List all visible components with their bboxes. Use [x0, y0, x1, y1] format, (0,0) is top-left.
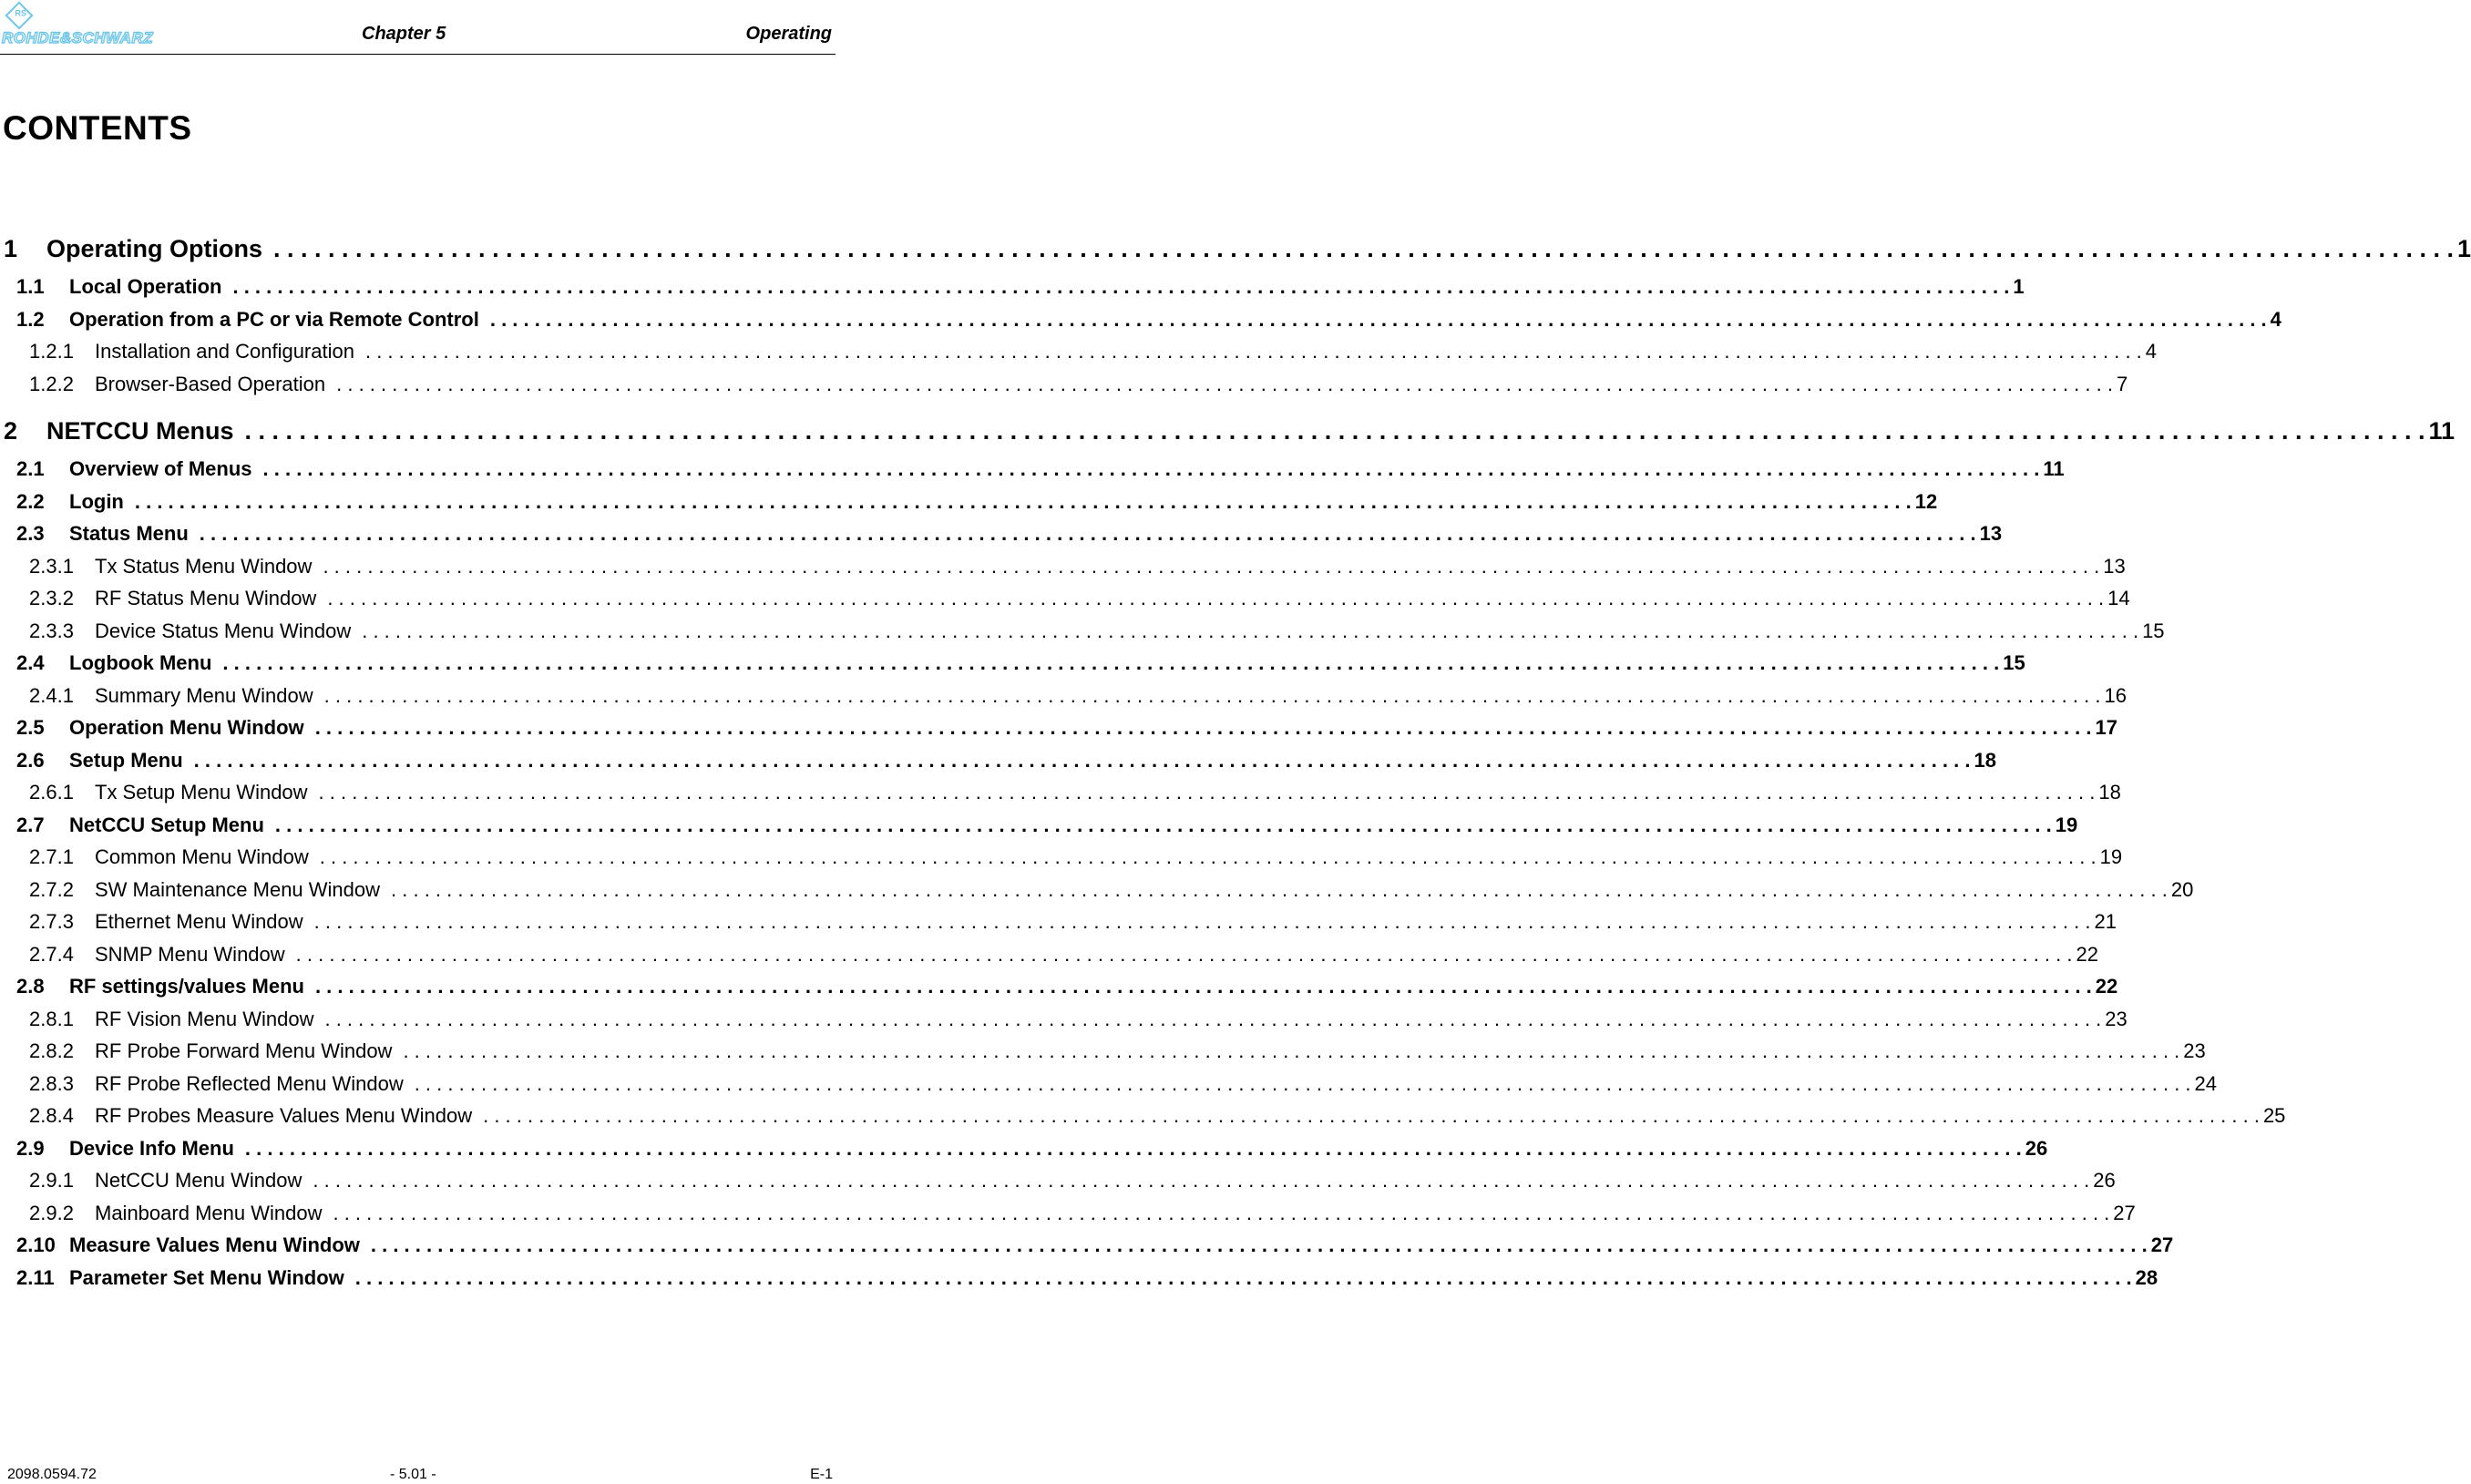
- toc-entry-title: RF Vision Menu Window: [95, 1007, 314, 1030]
- toc-entry-page: 19: [2099, 845, 2123, 868]
- toc-entry-title: RF Status Menu Window: [95, 587, 317, 609]
- toc-entry-page: 26: [2025, 1136, 2048, 1160]
- toc-leader-dots: . . . . . . . . . . . . . . . . . . . . . . . . . . . . . . . . . . . . . . . . . . . . . . . . . . . . . . . . . . . . . . . . . . . . . . . . . . . . . . . . . . . . . . . . . . . . . . . . . . . . . . . . . . . . . . . . . . . . . . . . . . . . . . . . . . . . . . . . . . . . . . . . . . . . . . . . . . . . . . . .: [319, 845, 2097, 868]
- toc-leader-dots: . . . . . . . . . . . . . . . . . . . . . . . . . . . . . . . . . . . . . . . . . . . . . . . . . . . . . . . . . . . . . . . . . . . . . . . . . . . . . . . . . . . . . . . . . . . . . . . . . . . . . . . . . . . . . . . . . . . . . . . . . . . . . . . . . . . . . . . . . . . . . . . . . . . . . . . . . . . . . . . .: [244, 417, 2425, 445]
- toc-entry-title: Tx Status Menu Window: [95, 554, 313, 578]
- toc-entry-number: 1.2: [16, 307, 45, 331]
- toc-entry-title: Setup Menu: [69, 748, 183, 772]
- toc-entry-page: 18: [1974, 748, 1996, 772]
- toc-entry-title: Summary Menu Window: [95, 683, 313, 707]
- toc-leader-dots: . . . . . . . . . . . . . . . . . . . . . . . . . . . . . . . . . . . . . . . . . . . . . . . . . . . . . . . . . . . . . . . . . . . . . . . . . . . . . . . . . . . . . . . . . . . . . . . . . . . . . . . . . . . . . . . . . . . . . . . . . . . . . . . . . . . . . . . . . . . . . . . . . . . . . . . . . . . . . . . .: [314, 716, 2092, 739]
- toc-entry-number: 1.1: [16, 275, 45, 298]
- toc-leader-dots: . . . . . . . . . . . . . . . . . . . . . . . . . . . . . . . . . . . . . . . . . . . . . . . . . . . . . . . . . . . . . . . . . . . . . . . . . . . . . . . . . . . . . . . . . . . . . . . . . . . . . . . . . . . . . . . . . . . . . . . . . . . . . . . . . . . . . . . . . . . . . . . . . . . . . . . . . . . . . . . .: [324, 1007, 2102, 1030]
- toc-leader-dots: . . . . . . . . . . . . . . . . . . . . . . . . . . . . . . . . . . . . . . . . . . . . . . . . . . . . . . . . . . . . . . . . . . . . . . . . . . . . . . . . . . . . . . . . . . . . . . . . . . . . . . . . . . . . . . . . . . . . . . . . . . . . . . . . . . . . . . . . . . . . . . . . . . . . . . . . . . . . . . . .: [403, 1039, 2180, 1062]
- toc-entry-page: 11: [2043, 457, 2065, 480]
- toc-entry[interactable]: [0, 683, 2127, 717]
- toc-entry[interactable]: [0, 417, 2456, 454]
- toc-entry[interactable]: [0, 1136, 2048, 1170]
- toc-leader-dots: . . . . . . . . . . . . . . . . . . . . . . . . . . . . . . . . . . . . . . . . . . . . . . . . . . . . . . . . . . . . . . . . . . . . . . . . . . . . . . . . . . . . . . . . . . . . . . . . . . . . . . . . . . . . . . . . . . . . . . . . . . . . . . . . . . . . . . . . . . . . . . . . . . . . . . . . . . . . . . . .: [222, 651, 2000, 674]
- toc-entry-page: 13: [2103, 554, 2126, 578]
- toc-entry-title: SNMP Menu Window: [95, 942, 285, 966]
- toc-entry-title: RF Probe Reflected Menu Window: [95, 1071, 404, 1095]
- toc-entry-number: 2.5: [16, 716, 45, 739]
- toc-entry-title: Tx Setup Menu Window: [95, 781, 308, 803]
- toc-entry-page: 19: [2055, 813, 2078, 836]
- toc-entry-number: 2.8: [16, 975, 45, 998]
- toc-entry-number: 2.10: [16, 1233, 56, 1256]
- toc-entry-number: 2.4: [16, 651, 45, 674]
- toc-entry-number: 2.7.4: [29, 942, 74, 966]
- toc-entry-page: 27: [2113, 1201, 2136, 1224]
- toc-entry-title: NetCCU Setup Menu: [69, 813, 264, 836]
- toc-entry[interactable]: [0, 457, 2065, 490]
- toc-entry-number: 2.3.2: [29, 587, 74, 609]
- toc-entry[interactable]: [0, 813, 2078, 846]
- toc-entry-title: Status Menu: [69, 522, 189, 545]
- toc-leader-dots: . . . . . . . . . . . . . . . . . . . . . . . . . . . . . . . . . . . . . . . . . . . . . . . . . . . . . . . . . . . . . . . . . . . . . . . . . . . . . . . . . . . . . . . . . . . . . . . . . . . . . . . . . . . . . . . . . . . . . . . . . . . . . . . . . . . . . . . . . . . . . . . . . . . . . . . . . . . . . . . .: [193, 748, 1971, 772]
- toc-leader-dots: . . . . . . . . . . . . . . . . . . . . . . . . . . . . . . . . . . . . . . . . . . . . . . . . . . . . . . . . . . . . . . . . . . . . . . . . . . . . . . . . . . . . . . . . . . . . . . . . . . . . . . . . . . . . . . . . . . . . . . . . . . . . . . . . . . . . . . . . . . . . . . . . . . . . . . . . . . . . . . . .: [327, 587, 2105, 609]
- toc-entry-title: Installation and Configuration: [95, 340, 354, 363]
- toc-entry-title: Overview of Menus: [69, 457, 252, 480]
- toc-entry-page: 22: [2095, 975, 2118, 998]
- toc-entry-number: 2.7: [16, 813, 45, 836]
- toc-entry[interactable]: [0, 877, 2194, 911]
- toc-entry[interactable]: [0, 748, 1996, 782]
- toc-leader-dots: . . . . . . . . . . . . . . . . . . . . . . . . . . . . . . . . . . . . . . . . . . . . . . . . . . . . . . . . . . . . . . . . . . . . . . . . . . . . . . . . . . . . . . . . . . . . . . . . . . . . . . . . . . . . . . . . . . . . . . . . . . . . . . . . . . . . . . . . . . . . . . . . . . . . . . . . . . . . . . . .: [244, 1136, 2022, 1160]
- toc-entry-page: 28: [2135, 1265, 2158, 1289]
- toc-leader-dots: . . . . . . . . . . . . . . . . . . . . . . . . . . . . . . . . . . . . . . . . . . . . . . . . . . . . . . . . . . . . . . . . . . . . . . . . . . . . . . . . . . . . . . . . . . . . . . . . . . . . . . . . . . . . . . . . . . . . . . . . . . . . . . . . . . . . . . . . . . . . . . . . . . . . . . . . . . . . . . . .: [391, 877, 2168, 901]
- toc-entry-number: 2.8.2: [29, 1039, 74, 1062]
- toc-entry-title: NetCCU Menu Window: [95, 1169, 302, 1192]
- toc-entry[interactable]: [0, 716, 2117, 749]
- toc-leader-dots: . . . . . . . . . . . . . . . . . . . . . . . . . . . . . . . . . . . . . . . . . . . . . . . . . . . . . . . . . . . . . . . . . . . . . . . . . . . . . . . . . . . . . . . . . . . . . . . . . . . . . . . . . . . . . . . . . . . . . . . . . . . . . . . . . . . . . . . . . . . . . . . . . . . . . . . . . . . . . . . .: [318, 781, 2096, 803]
- toc-entry[interactable]: [0, 910, 2117, 943]
- toc-entry-page: 18: [2098, 781, 2121, 803]
- toc-entry-title: SW Maintenance Menu Window: [95, 877, 381, 901]
- toc-entry-page: 1: [2456, 235, 2471, 262]
- toc-entry-page: 24: [2194, 1071, 2218, 1095]
- toc-entry[interactable]: [0, 1201, 2136, 1234]
- toc-entry-title: NETCCU Menus: [46, 417, 234, 445]
- toc-entry-page: 27: [2150, 1233, 2174, 1256]
- footer-doc-number: 2098.0594.72: [7, 1467, 97, 1482]
- toc-entry[interactable]: [0, 340, 2158, 373]
- toc-entry-number: 2.9: [16, 1136, 45, 1160]
- toc-entry-number: 2.7.1: [29, 845, 74, 868]
- toc-entry-page: 25: [2262, 1104, 2286, 1127]
- toc-entry-page: 13: [1979, 522, 2003, 545]
- toc-entry-page: 22: [2076, 942, 2098, 966]
- toc-leader-dots: . . . . . . . . . . . . . . . . . . . . . . . . . . . . . . . . . . . . . . . . . . . . . . . . . . . . . . . . . . . . . . . . . . . . . . . . . . . . . . . . . . . . . . . . . . . . . . . . . . . . . . . . . . . . . . . . . . . . . . . . . . . . . . . . . . . . . . . . . . . . . . . . . . . . . . . . . . . . . . . .: [295, 942, 2073, 966]
- toc-entry-page: 15: [2142, 619, 2165, 642]
- toc-entry-page: 23: [2105, 1007, 2128, 1030]
- toc-leader-dots: . . . . . . . . . . . . . . . . . . . . . . . . . . . . . . . . . . . . . . . . . . . . . . . . . . . . . . . . . . . . . . . . . . . . . . . . . . . . . . . . . . . . . . . . . . . . . . . . . . . . . . . . . . . . . . . . . . . . . . . . . . . . . . . . . . . . . . . . . . . . . . . . . . . . . . . . . . . . . . . .: [333, 1201, 2110, 1224]
- toc-entry[interactable]: [0, 1233, 2174, 1266]
- toc-entry[interactable]: [0, 1071, 2218, 1105]
- toc-entry-page: 12: [1914, 489, 1938, 513]
- toc-entry-number: 2.1: [16, 457, 45, 480]
- toc-leader-dots: . . . . . . . . . . . . . . . . . . . . . . . . . . . . . . . . . . . . . . . . . . . . . . . . . . . . . . . . . . . . . . . . . . . . . . . . . . . . . . . . . . . . . . . . . . . . . . . . . . . . . . . . . . . . . . . . . . . . . . . . . . . . . . . . . . . . . . . . . . . . . . . . . . . . . . . . . . . . . . . .: [273, 235, 2454, 262]
- footer-section-page: E-1: [810, 1467, 833, 1482]
- toc-leader-dots: . . . . . . . . . . . . . . . . . . . . . . . . . . . . . . . . . . . . . . . . . . . . . . . . . . . . . . . . . . . . . . . . . . . . . . . . . . . . . . . . . . . . . . . . . . . . . . . . . . . . . . . . . . . . . . . . . . . . . . . . . . . . . . . . . . . . . . . . . . . . . . . . . . . . . . . . . . . . . . . .: [336, 372, 2113, 395]
- toc-entry-title: Parameter Set Menu Window: [69, 1265, 344, 1289]
- toc-entry-page: 14: [2107, 587, 2130, 609]
- toc-entry-number: 2.4.1: [29, 683, 74, 707]
- toc-entry-page: 20: [2170, 877, 2194, 901]
- toc-entry-number: 1: [4, 235, 18, 262]
- toc-entry-number: 2.7.2: [29, 877, 74, 901]
- toc-entry[interactable]: [0, 781, 2121, 814]
- toc-leader-dots: . . . . . . . . . . . . . . . . . . . . . . . . . . . . . . . . . . . . . . . . . . . . . . . . . . . . . . . . . . . . . . . . . . . . . . . . . . . . . . . . . . . . . . . . . . . . . . . . . . . . . . . . . . . . . . . . . . . . . . . . . . . . . . . . . . . . . . . . . . . . . . . . . . . . . . . . . . . . . . . .: [313, 910, 2091, 933]
- toc-entry[interactable]: [0, 1039, 2206, 1072]
- toc-leader-dots: . . . . . . . . . . . . . . . . . . . . . . . . . . . . . . . . . . . . . . . . . . . . . . . . . . . . . . . . . . . . . . . . . . . . . . . . . . . . . . . . . . . . . . . . . . . . . . . . . . . . . . . . . . . . . . . . . . . . . . . . . . . . . . . . . . . . . . . . . . . . . . . . . . . . . . . . . . . . . . . .: [489, 307, 2267, 331]
- toc-entry[interactable]: [0, 554, 2126, 588]
- toc-entry-page: 11: [2428, 417, 2456, 445]
- toc-entry-number: 2: [4, 417, 18, 445]
- toc-leader-dots: . . . . . . . . . . . . . . . . . . . . . . . . . . . . . . . . . . . . . . . . . . . . . . . . . . . . . . . . . . . . . . . . . . . . . . . . . . . . . . . . . . . . . . . . . . . . . . . . . . . . . . . . . . . . . . . . . . . . . . . . . . . . . . . . . . . . . . . . . . . . . . . . . . . . . . . . . . . . . . . .: [323, 554, 2100, 578]
- toc-entry-title: Device Info Menu: [69, 1136, 234, 1160]
- toc-leader-dots: . . . . . . . . . . . . . . . . . . . . . . . . . . . . . . . . . . . . . . . . . . . . . . . . . . . . . . . . . . . . . . . . . . . . . . . . . . . . . . . . . . . . . . . . . . . . . . . . . . . . . . . . . . . . . . . . . . . . . . . . . . . . . . . . . . . . . . . . . . . . . . . . . . . . . . . . . . . . . . . .: [414, 1071, 2191, 1095]
- toc-entry-title: Local Operation: [69, 275, 222, 298]
- toc-entry[interactable]: [0, 1169, 2116, 1202]
- toc-leader-dots: . . . . . . . . . . . . . . . . . . . . . . . . . . . . . . . . . . . . . . . . . . . . . . . . . . . . . . . . . . . . . . . . . . . . . . . . . . . . . . . . . . . . . . . . . . . . . . . . . . . . . . . . . . . . . . . . . . . . . . . . . . . . . . . . . . . . . . . . . . . . . . . . . . . . . . . . . . . . . . . .: [364, 340, 2142, 363]
- toc-entry[interactable]: [0, 275, 2025, 308]
- header-rule: [0, 54, 836, 55]
- toc-entry-number: 2.8.3: [29, 1071, 74, 1095]
- toc-entry-title: Operation from a PC or via Remote Control: [69, 307, 479, 331]
- toc-entry-page: 26: [2093, 1169, 2116, 1192]
- toc-leader-dots: . . . . . . . . . . . . . . . . . . . . . . . . . . . . . . . . . . . . . . . . . . . . . . . . . . . . . . . . . . . . . . . . . . . . . . . . . . . . . . . . . . . . . . . . . . . . . . . . . . . . . . . . . . . . . . . . . . . . . . . . . . . . . . . . . . . . . . . . . . . . . . . . . . . . . . . . . . . . . . . .: [134, 489, 1912, 513]
- toc-entry-title: Operating Options: [46, 235, 263, 262]
- toc-entry-page: 4: [2145, 340, 2158, 363]
- page-title: CONTENTS: [3, 109, 192, 147]
- toc-leader-dots: . . . . . . . . . . . . . . . . . . . . . . . . . . . . . . . . . . . . . . . . . . . . . . . . . . . . . . . . . . . . . . . . . . . . . . . . . . . . . . . . . . . . . . . . . . . . . . . . . . . . . . . . . . . . . . . . . . . . . . . . . . . . . . . . . . . . . . . . . . . . . . . . . . . . . . . . . . . . . . . .: [314, 975, 2092, 998]
- toc-entry[interactable]: [0, 522, 2003, 555]
- toc-leader-dots: . . . . . . . . . . . . . . . . . . . . . . . . . . . . . . . . . . . . . . . . . . . . . . . . . . . . . . . . . . . . . . . . . . . . . . . . . . . . . . . . . . . . . . . . . . . . . . . . . . . . . . . . . . . . . . . . . . . . . . . . . . . . . . . . . . . . . . . . . . . . . . . . . . . . . . . . . . . . . . . .: [362, 619, 2139, 642]
- toc-leader-dots: . . . . . . . . . . . . . . . . . . . . . . . . . . . . . . . . . . . . . . . . . . . . . . . . . . . . . . . . . . . . . . . . . . . . . . . . . . . . . . . . . . . . . . . . . . . . . . . . . . . . . . . . . . . . . . . . . . . . . . . . . . . . . . . . . . . . . . . . . . . . . . . . . . . . . . . . . . . . . . . .: [274, 813, 2052, 836]
- toc-leader-dots: . . . . . . . . . . . . . . . . . . . . . . . . . . . . . . . . . . . . . . . . . . . . . . . . . . . . . . . . . . . . . . . . . . . . . . . . . . . . . . . . . . . . . . . . . . . . . . . . . . . . . . . . . . . . . . . . . . . . . . . . . . . . . . . . . . . . . . . . . . . . . . . . . . . . . . . . . . . . . . . .: [262, 457, 2040, 480]
- toc-entry[interactable]: [0, 845, 2123, 878]
- toc-entry-page: 15: [2003, 651, 2025, 674]
- toc-entry-number: 2.9.1: [29, 1169, 74, 1192]
- toc-entry-title: Operation Menu Window: [69, 716, 304, 739]
- rs-diamond-icon: RS: [5, 1, 33, 29]
- toc-entry[interactable]: [0, 235, 2471, 271]
- toc-entry-page: 7: [2116, 372, 2128, 395]
- toc-entry-title: Login: [69, 489, 124, 513]
- toc-entry-number: 2.8.4: [29, 1104, 74, 1127]
- toc-leader-dots: . . . . . . . . . . . . . . . . . . . . . . . . . . . . . . . . . . . . . . . . . . . . . . . . . . . . . . . . . . . . . . . . . . . . . . . . . . . . . . . . . . . . . . . . . . . . . . . . . . . . . . . . . . . . . . . . . . . . . . . . . . . . . . . . . . . . . . . . . . . . . . . . . . . . . . . . . . . . . . . .: [323, 683, 2101, 707]
- toc-entry-number: 2.6: [16, 748, 45, 772]
- toc-entry-number: 2.6.1: [29, 781, 74, 803]
- toc-entry-title: RF settings/values Menu: [69, 975, 304, 998]
- toc-entry-number: 2.9.2: [29, 1201, 74, 1224]
- toc-entry-number: 2.8.1: [29, 1007, 74, 1030]
- toc-entry-title: Mainboard Menu Window: [95, 1201, 323, 1224]
- toc-entry[interactable]: [0, 307, 2281, 341]
- toc-entry-page: 21: [2094, 910, 2117, 933]
- toc-entry[interactable]: [0, 372, 2128, 405]
- toc-entry[interactable]: [0, 1265, 2158, 1299]
- toc-entry[interactable]: [0, 651, 2025, 684]
- rohde-schwarz-logo: [2, 4, 204, 47]
- page-header: [0, 0, 868, 56]
- chapter-label: Chapter 5: [362, 24, 446, 44]
- toc-entry-title: Measure Values Menu Window: [69, 1233, 360, 1256]
- toc-entry-title: Browser-Based Operation: [95, 372, 326, 395]
- toc-entry[interactable]: [0, 942, 2098, 976]
- footer-page-number: - 5.01 -: [390, 1467, 436, 1482]
- toc-entry-number: 2.2: [16, 489, 45, 513]
- toc-entry[interactable]: [0, 619, 2165, 652]
- toc-leader-dots: . . . . . . . . . . . . . . . . . . . . . . . . . . . . . . . . . . . . . . . . . . . . . . . . . . . . . . . . . . . . . . . . . . . . . . . . . . . . . . . . . . . . . . . . . . . . . . . . . . . . . . . . . . . . . . . . . . . . . . . . . . . . . . . . . . . . . . . . . . . . . . . . . . . . . . . . . . . . . . . .: [199, 522, 1976, 545]
- toc-entry-page: 17: [2095, 716, 2117, 739]
- toc-entry-title: Device Status Menu Window: [95, 619, 352, 642]
- toc-entry-page: 16: [2104, 683, 2127, 707]
- toc-entry-title: Ethernet Menu Window: [95, 910, 303, 933]
- toc-entry-title: RF Probe Forward Menu Window: [95, 1039, 393, 1062]
- toc-leader-dots: . . . . . . . . . . . . . . . . . . . . . . . . . . . . . . . . . . . . . . . . . . . . . . . . . . . . . . . . . . . . . . . . . . . . . . . . . . . . . . . . . . . . . . . . . . . . . . . . . . . . . . . . . . . . . . . . . . . . . . . . . . . . . . . . . . . . . . . . . . . . . . . . . . . . . . . . . . . . . . . .: [313, 1169, 2090, 1192]
- toc-entry-number: 2.11: [16, 1265, 55, 1289]
- toc-entry-number: 1.2.2: [29, 372, 74, 395]
- toc-entry-number: 1.2.1: [29, 340, 74, 363]
- toc-entry-page: 23: [2183, 1039, 2206, 1062]
- toc-entry-title: Logbook Menu: [69, 651, 212, 674]
- chapter-title: Operating: [745, 24, 832, 44]
- toc-entry-number: 2.3.3: [29, 619, 74, 642]
- toc-leader-dots: . . . . . . . . . . . . . . . . . . . . . . . . . . . . . . . . . . . . . . . . . . . . . . . . . . . . . . . . . . . . . . . . . . . . . . . . . . . . . . . . . . . . . . . . . . . . . . . . . . . . . . . . . . . . . . . . . . . . . . . . . . . . . . . . . . . . . . . . . . . . . . . . . . . . . . . . . . . . . . . .: [232, 275, 2010, 298]
- toc-leader-dots: . . . . . . . . . . . . . . . . . . . . . . . . . . . . . . . . . . . . . . . . . . . . . . . . . . . . . . . . . . . . . . . . . . . . . . . . . . . . . . . . . . . . . . . . . . . . . . . . . . . . . . . . . . . . . . . . . . . . . . . . . . . . . . . . . . . . . . . . . . . . . . . . . . . . . . . . . . . . . . . .: [354, 1265, 2132, 1289]
- toc-leader-dots: . . . . . . . . . . . . . . . . . . . . . . . . . . . . . . . . . . . . . . . . . . . . . . . . . . . . . . . . . . . . . . . . . . . . . . . . . . . . . . . . . . . . . . . . . . . . . . . . . . . . . . . . . . . . . . . . . . . . . . . . . . . . . . . . . . . . . . . . . . . . . . . . . . . . . . . . . . . . . . . .: [483, 1104, 2260, 1127]
- toc-entry-page: 1: [2013, 275, 2025, 298]
- toc-entry-title: RF Probes Measure Values Menu Window: [95, 1104, 473, 1127]
- toc-entry[interactable]: [0, 1104, 2286, 1137]
- toc-entry[interactable]: [0, 489, 1938, 523]
- toc-entry-number: 2.3: [16, 522, 45, 545]
- toc-entry-number: 2.7.3: [29, 910, 74, 933]
- toc-entry-title: Common Menu Window: [95, 845, 309, 868]
- toc-entry[interactable]: [0, 1007, 2128, 1040]
- toc-entry-number: 2.3.1: [29, 554, 74, 578]
- logo-wordmark: ROHDE&SCHWARZ: [2, 29, 154, 46]
- toc-leader-dots: . . . . . . . . . . . . . . . . . . . . . . . . . . . . . . . . . . . . . . . . . . . . . . . . . . . . . . . . . . . . . . . . . . . . . . . . . . . . . . . . . . . . . . . . . . . . . . . . . . . . . . . . . . . . . . . . . . . . . . . . . . . . . . . . . . . . . . . . . . . . . . . . . . . . . . . . . . . . . . . .: [370, 1233, 2148, 1256]
- toc-entry[interactable]: [0, 587, 2130, 619]
- toc-entry[interactable]: [0, 975, 2118, 1008]
- toc-entry-page: 4: [2270, 307, 2281, 331]
